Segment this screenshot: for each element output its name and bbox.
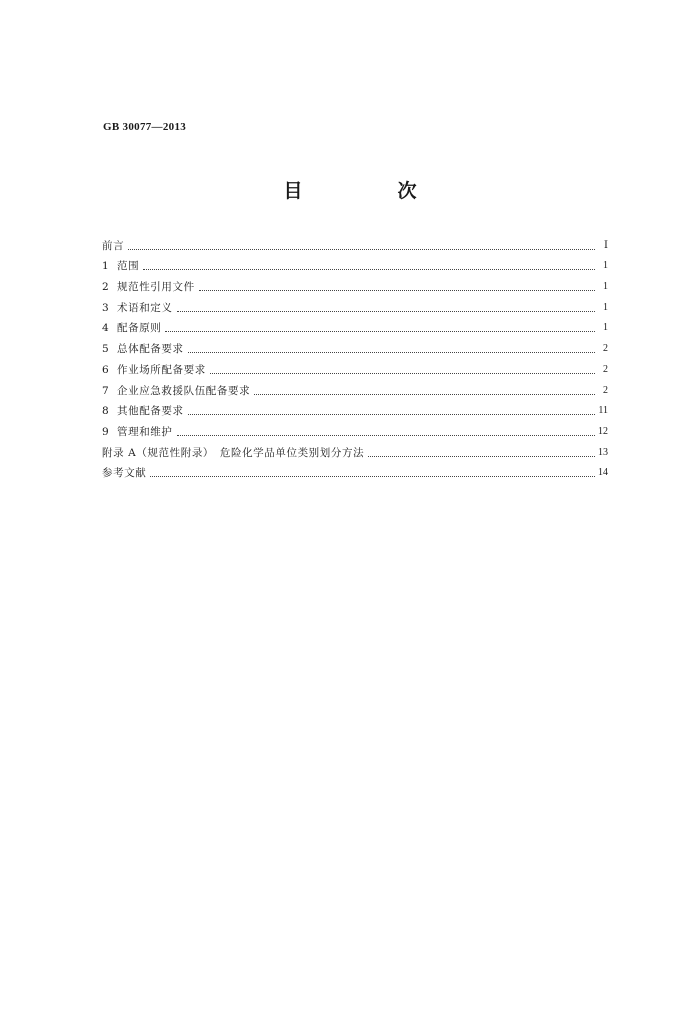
table-of-contents [102,232,608,480]
toc-entry-label: 配备原则 [117,322,162,335]
toc-leader-dots [165,330,595,332]
toc-leader-dots [199,289,595,291]
toc-entry-page: 11 [598,405,608,417]
toc-entry-5[interactable] [102,335,608,356]
toc-entry-label: 总体配备要求 [117,343,184,356]
toc-leader-dots [188,413,595,415]
toc-entry-number: 1 [102,260,109,273]
toc-entry-number: 2 [102,281,109,294]
toc-entry-page: 12 [598,425,608,437]
toc-entry-references[interactable] [102,460,608,481]
toc-entry-label: 附录 A（规范性附录） 危险化学品单位类别划分方法 [102,446,365,459]
toc-leader-dots [210,372,595,374]
toc-entry-page: 1 [603,281,608,293]
toc-entry-page: 13 [598,446,608,458]
toc-entry-page: 2 [603,363,608,375]
toc-entry-7[interactable] [102,377,608,398]
toc-entry-page: 2 [603,384,608,396]
toc-entry-9[interactable] [102,418,608,439]
toc-leader-dots [188,351,595,353]
toc-entry-number: 5 [102,343,109,356]
toc-entry-label: 前言 [102,239,125,252]
toc-entry-label: 术语和定义 [117,301,173,314]
toc-entry-number: 9 [102,425,109,438]
toc-entry-page: 2 [603,343,608,355]
toc-entry-page: Ⅰ [604,239,608,251]
toc-entry-appendix-a[interactable] [102,439,608,460]
toc-entry-label: 管理和维护 [117,425,173,438]
toc-leader-dots [128,248,595,250]
toc-entry-label: 作业场所配备要求 [117,363,206,376]
toc-entry-number: 8 [102,405,109,418]
toc-leader-dots [150,475,595,477]
toc-entry-label: 规范性引用文件 [117,281,195,294]
toc-entry-number: 4 [102,322,109,335]
toc-entry-label: 其他配备要求 [117,405,184,418]
toc-entry-8[interactable] [102,398,608,419]
toc-entry-page: 1 [603,322,608,334]
toc-entry-foreword[interactable] [102,232,608,253]
toc-entry-label: 范围 [117,260,140,273]
toc-entry-2[interactable] [102,273,608,294]
toc-entry-number: 3 [102,301,109,314]
toc-entry-page: 14 [598,467,608,479]
toc-entry-1[interactable] [102,253,608,274]
toc-leader-dots [254,393,595,395]
toc-entry-number: 6 [102,363,109,376]
toc-leader-dots [368,455,595,457]
toc-entry-page: 1 [603,301,608,313]
toc-entry-3[interactable] [102,294,608,315]
toc-entry-label: 企业应急救援队伍配备要求 [117,384,251,397]
standard-code: GB 30077—2013 [103,121,187,133]
toc-title: 目 次 [283,180,455,202]
toc-leader-dots [177,434,596,436]
toc-entry-page: 1 [603,260,608,272]
toc-entry-number: 7 [102,384,109,397]
toc-entry-4[interactable] [102,315,608,336]
toc-entry-6[interactable] [102,356,608,377]
toc-leader-dots [143,268,595,270]
toc-entry-label: 参考文献 [102,467,147,480]
toc-leader-dots [177,310,596,312]
